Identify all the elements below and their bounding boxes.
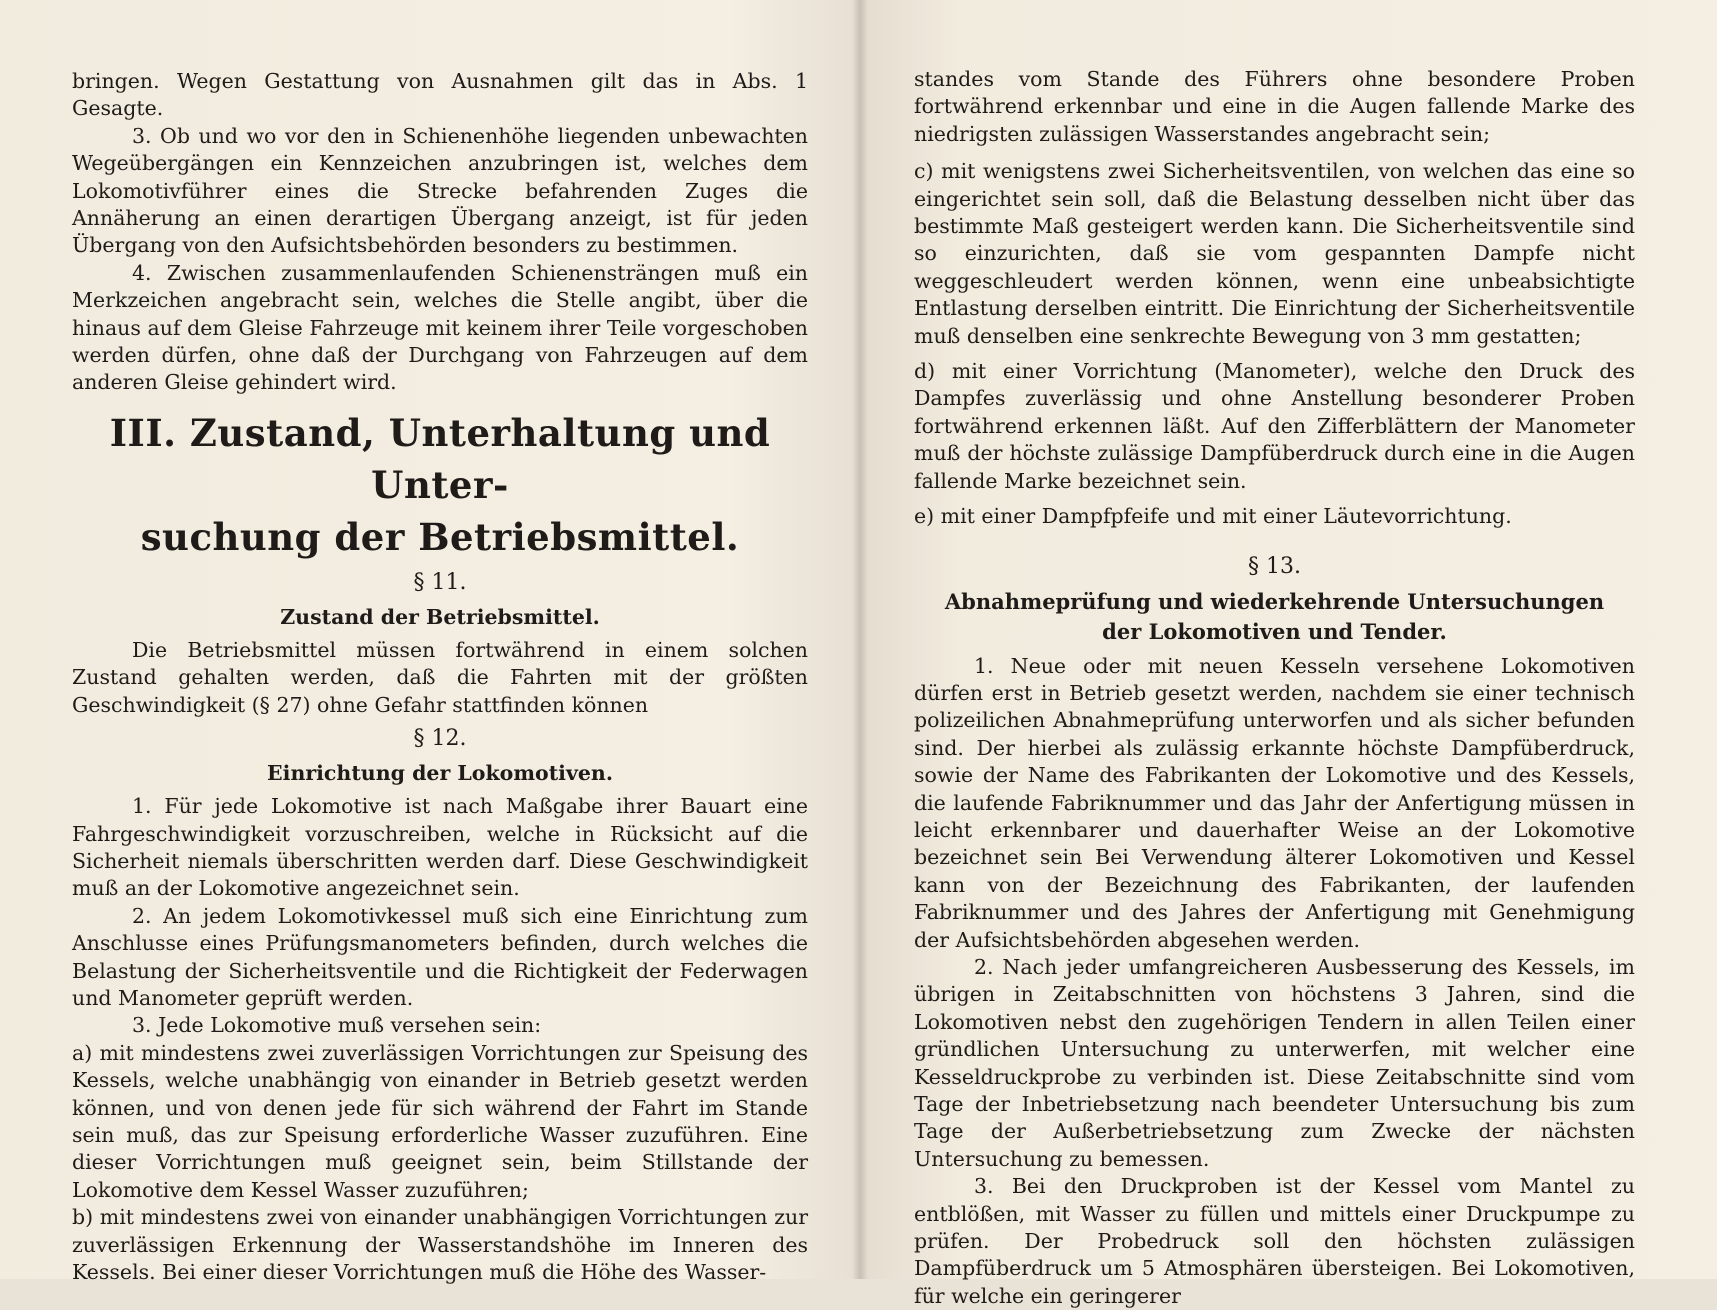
- list-item: d) mit einer Vorrichtung (Manometer), welche den Druck des Dampfes zuverlässig und ohne Anstellung besonderer Proben fortwährend erkennen läßt. Auf den Zifferblättern der Manometer muß der höchste zulässige Dampfüberdruck durch eine in die Augen fallende Marke bezeichnet sein.: [914, 359, 1635, 493]
- section-number: § 12.: [413, 726, 467, 752]
- text-paragraph: 3. Jede Lokomotive muß versehen sein:: [132, 1013, 542, 1038]
- text-paragraph: 2. An jedem Lokomotivkessel muß sich eine Einrichtung zum Anschlusse eines Prüfungsmanometers befinden, durch welches die Belastung der Sicherheitsventile und die Richtigkeit der Federwagen und Manometer geprüft werden.: [72, 903, 808, 1010]
- text-paragraph: 3. Bei den Druckproben ist der Kessel vom Mantel zu entblößen, mit Wasser zu füllen und mittels einer Druckpumpe zu prüfen. Der Probedruck soll den höchsten zulässigen Dampfüberdruck um 5 Atmosphären übersteigen. Bei Lokomotiven, für welche ein geringerer: [914, 1174, 1635, 1308]
- chapter-title-line: III. Zustand, Unterhaltung und Unter-: [109, 410, 771, 507]
- list-item: b) mit mindestens zwei von einander unabhängigen Vorrichtungen zur zuverlässigen Erkennung der Wasserstandshöhe im Inneren des Kessels. Bei einer dieser Vorrichtungen muß die Höhe des Wasser-: [72, 1205, 808, 1284]
- section-number: § 13.: [1248, 553, 1301, 579]
- section-title: Einrichtung der Lokomotiven.: [267, 761, 613, 786]
- chapter-title: [72, 407, 808, 563]
- section-title-line: der Lokomotiven und Tender.: [1102, 618, 1447, 644]
- section-title-line: Abnahmeprüfung und wiederkehrende Untersuchungen: [944, 588, 1605, 614]
- text-paragraph: 1. Neue oder mit neuen Kesseln versehene Lokomotiven dürfen erst in Betrieb gesetzt werden, nachdem sie einer technisch polizeilichen Abnahmeprüfung unterworfen und als sicher befunden sind. Der hierbei als zulässig erkannte höchste Dampfüberdruck, sowie der Name des Fabrikanten der Lokomotive und des Kessels, die laufende Fabriknummer und das Jahr der Anfertigung müssen in leicht erkennbarer und dauerhafter Weise an der Lokomotive bezeichnet sein Bei Verwendung älterer Lokomotiven und Kessel kann von der Bezeichnung des Fabrikanten, der laufenden Fabriknummer und des Jahres der Anfertigung mit Genehmigung der Aufsichtsbehörden abgesehen werden.: [914, 653, 1635, 952]
- list-item: e) mit einer Dampfpfeife und mit einer Läutevorrichtung.: [914, 504, 1512, 529]
- section-number: § 11.: [413, 569, 467, 595]
- book-gutter: [852, 0, 868, 1279]
- text-paragraph: 2. Nach jeder umfangreicheren Ausbesserung des Kessels, im übrigen in Zeitabschnitten von höchstens 3 Jahren, sind die Lokomotiven nebst den zugehörigen Tendern in allen Teilen einer gründlichen Untersuchung zu unterwerfen, mit welcher eine Kesseldruckprobe zu verbinden ist. Diese Zeitabschnitte sind vom Tage der Inbetriebsetzung nach beendeter Untersuchung bis zum Tage der Außerbetriebsetzung zum Zwecke der nächsten Untersuchung zu bemessen.: [914, 954, 1635, 1171]
- text-paragraph: bringen. Wegen Gestattung von Ausnahmen gilt das in Abs. 1 Gesagte.: [72, 69, 808, 121]
- chapter-title-line: suchung der Betriebsmittel.: [140, 514, 740, 559]
- text-paragraph: Die Betriebsmittel müssen fortwährend in einem solchen Zustand gehalten werden, daß die Fahrten mit der größten Geschwindigkeit (§ 27) ohne Gefahr stattfinden können: [72, 637, 808, 717]
- text-paragraph: 1. Für jede Lokomotive ist nach Maßgabe ihrer Bauart eine Fahrgeschwindigkeit vorzuschreiben, welche in Rücksicht auf die Sicherheit niemals überschritten werden darf. Diese Geschwindigkeit muß an der Lokomotive angezeichnet sein.: [72, 794, 808, 901]
- list-item: a) mit mindestens zwei zuverlässigen Vorrichtungen zur Speisung des Kessels, welche unabhängig von einander in Betrieb gesetzt werden können, und von denen jede für sich während der Fahrt im Stande sein muß, das zur Speisung erforderliche Wasser zuzuführen. Eine dieser Vorrichtungen muß geeignet sein, beim Stillstande der Lokomotive dem Kessel Wasser zuzuführen;: [72, 1040, 808, 1202]
- text-paragraph: 3. Ob und wo vor den in Schienenhöhe liegenden unbewachten Wegeübergängen ein Kennzeichen anzubringen ist, welches dem Lokomotivführer eines die Strecke befahrenden Zuges die Annäherung an einen derartigen Übergang anzeigt, ist für jeden Übergang von den Aufsichtsbehörden besonders zu bestimmen.: [72, 123, 808, 258]
- list-item: c) mit wenigstens zwei Sicherheitsventilen, von welchen das eine so eingerichtet sein soll, daß die Belastung desselben nicht über das bestimmte Maß gesteigert werden kann. Die Sicherheitsventile sind so einzurichten, daß sie vom gespannten Dampfe nicht weggeschleudert werden können, wenn eine unbeabsichtigte Entlastung derselben eintritt. Die Einrichtung der Sicherheitsventile muß denselben eine senkrechte Bewegung von 3 mm gestatten;: [914, 159, 1635, 348]
- left-page: [0, 0, 860, 1284]
- text-paragraph: 4. Zwischen zusammenlaufenden Schienensträngen muß ein Merkzeichen angebracht sein, welches die Stelle angibt, über die hinaus auf dem Gleise Fahrzeuge mit keinem ihrer Teile vorgeschoben werden dürfen, ohne daß der Durchgang von Fahrzeugen auf dem anderen Gleise gehindert wird.: [72, 260, 808, 395]
- text-paragraph: standes vom Stande des Führers ohne besondere Proben fortwährend erkennbar und eine in die Augen fallende Marke des niedrigsten zulässigen Wasserstandes angebracht sein;: [914, 67, 1635, 146]
- section-title: [914, 587, 1635, 647]
- right-page: [860, 0, 1717, 1308]
- section-title: Zustand der Betriebsmittel.: [280, 604, 600, 629]
